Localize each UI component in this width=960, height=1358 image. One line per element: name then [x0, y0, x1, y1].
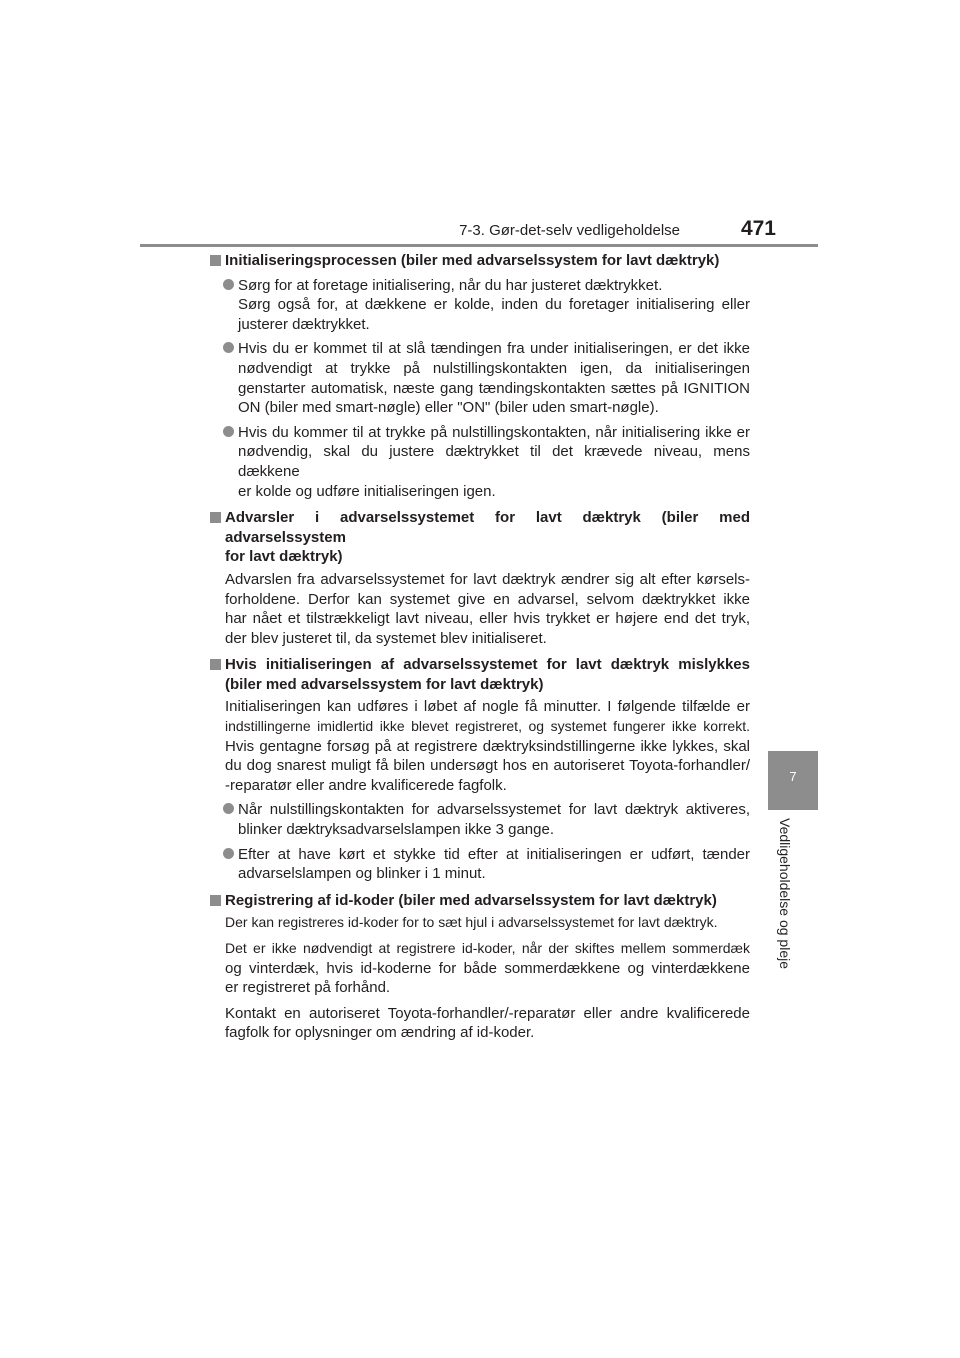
round-bullet-icon — [223, 803, 234, 814]
paragraph: Det er ikke nødvendigt at registrere id-koder, når der skiftes mellem sommerdæk og vinterdæk, hvis id-koderne for både sommerdækkene og vinterdækkene er registreret på forhånd. — [225, 940, 750, 997]
square-bullet-icon — [210, 512, 221, 523]
paragraph: Der kan registreres id-koder for to sæt hjul i advarselssystemet for lavt dæktryk. — [225, 914, 718, 931]
square-bullet-icon — [210, 895, 221, 906]
square-bullet-icon — [210, 659, 221, 670]
section-heading: Advarsler i advarselssystemet for lavt dæktryk (biler med advarselssystem for lavt dæktryk) — [208, 508, 750, 567]
page-content — [208, 251, 750, 1043]
round-bullet-icon — [223, 848, 234, 859]
chapter-label: Vedligeholdelse og pleje — [777, 818, 793, 970]
paragraph: Advarslen fra advarselssystemet for lavt dæktryk ændrer sig alt efter kørsels- forholdene. Derfor kan systemet give en advarsel, selvom dæktrykket ikke har nået et tilstrækkeligt lavt niveau, eller hvis trykket er højere end det tryk, der blev justeret til, da systemet blev initialiseret. — [225, 570, 750, 647]
list-item: Når nulstillingskontakten for advarselssystemet for lavt dæktryk aktiveres, blinker dæktryksadvarselslampen ikke 3 gange. — [208, 800, 750, 839]
list-item: Hvis du kommer til at trykke på nulstillingskontakten, når initialisering ikke er nødvendig, skal du justere dæktrykket til det krævede niveau, mens dækkene er kolde og udføre initialiseringen igen. — [208, 423, 750, 501]
list-item: Sørg for at foretage initialisering, når du har justeret dæktrykket. Sørg også for, at dækkene er kolde, inden du foretager initialisering eller justerer dæktrykket. — [208, 276, 750, 335]
chapter-tab — [768, 751, 818, 810]
section-title: 7-3. Gør-det-selv vedligeholdelse — [459, 222, 680, 239]
list-item: Hvis du er kommet til at slå tændingen fra under initialiseringen, er det ikke nødvendigt at trykke på nulstillingskontakten igen, da initialiseringen genstarter automatisk, næste gang tændingskontakten sættes på IGNITION ON (biler med smart-nøgle) eller "ON" (biler uden smart-nøgle). — [208, 339, 750, 417]
section-heading: Initialiseringsprocessen (biler med advarselssystem for lavt dæktryk) — [208, 251, 750, 271]
page-header — [140, 214, 818, 246]
page-number: 471 — [740, 217, 776, 240]
round-bullet-icon — [223, 342, 234, 353]
header-rule — [140, 244, 818, 247]
section-heading: Hvis initialiseringen af advarselssystemet for lavt dæktryk mislykkes (biler med advarselssystem for lavt dæktryk) — [208, 655, 750, 694]
paragraph: Initialiseringen kan udføres i løbet af nogle få minutter. I følgende tilfælde er indstillingerne imidlertid ikke blevet registreret, og systemet fungerer ikke korrekt. Hvis gentagne forsøg på at registrere dæktryksindstillingerne ikke lykkes, skal du dog snarest muligt få bilen undersøgt hos en autoriseret Toyota-forhandler/ -reparatør eller andre kvalificerede fagfolk. — [225, 698, 750, 794]
round-bullet-icon — [223, 279, 234, 290]
list-item: Efter at have kørt et stykke tid efter at initialiseringen er udført, tænder advarselslampen og blinker i 1 minut. — [208, 845, 750, 884]
section-heading: Registrering af id-koder (biler med advarselssystem for lavt dæktryk) — [208, 891, 750, 911]
chapter-number: 7 — [789, 769, 797, 784]
round-bullet-icon — [223, 426, 234, 437]
paragraph: Kontakt en autoriseret Toyota-forhandler/-reparatør eller andre kvalificerede fagfolk for oplysninger om ændring af id-koder. — [225, 1004, 750, 1042]
square-bullet-icon — [210, 255, 221, 266]
